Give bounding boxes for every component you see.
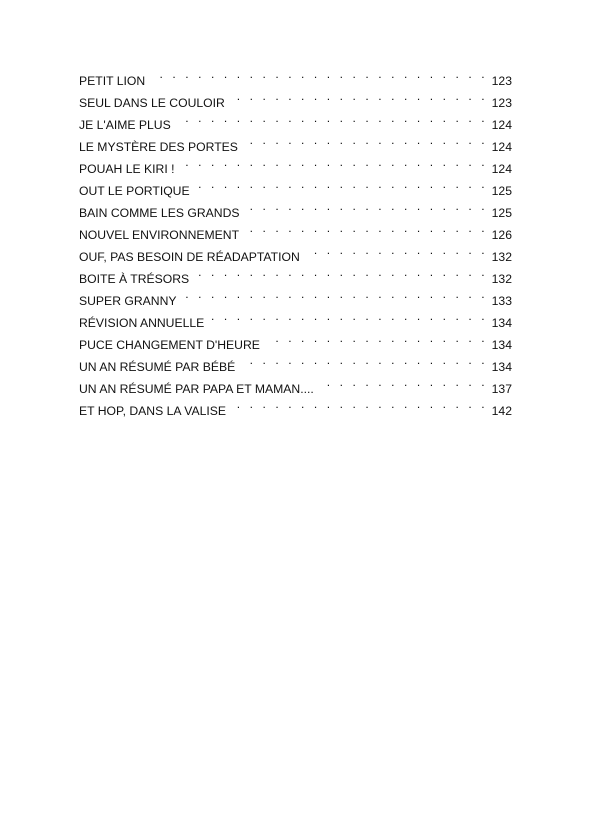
toc-entry-page: 132: [491, 272, 512, 286]
toc-entry-page: 124: [491, 140, 512, 154]
toc-dot-leader: [231, 85, 492, 107]
toc-entry-title: PETIT LION: [79, 70, 151, 92]
toc-entry-page: 126: [491, 228, 512, 242]
toc-dot-leader: [266, 327, 492, 349]
toc-entry-title: RÉVISION ANNUELLE: [79, 312, 210, 334]
toc-dot-leader: [241, 349, 491, 371]
toc-entry-title: OUT LE PORTIQUE: [79, 180, 196, 202]
toc-entry-title: BOITE À TRÉSORS: [79, 268, 195, 290]
toc-entry-title: SUPER GRANNY: [79, 290, 183, 312]
toc-entry-page: 134: [491, 338, 512, 352]
toc-entry-title: SEUL DANS LE COULOIR: [79, 92, 231, 114]
toc-entry-title: UN AN RÉSUMÉ PAR BÉBÉ: [79, 356, 241, 378]
toc-entry-title: ET HOP, DANS LA VALISE: [79, 400, 232, 422]
toc-entry-page: 133: [491, 294, 512, 308]
toc-entry-page: 125: [491, 184, 512, 198]
toc-entry-title: UN AN RÉSUMÉ PAR PAPA ET MAMAN....: [79, 378, 320, 400]
toc-entry-page: 124: [491, 118, 512, 132]
toc-entry-page: 132: [491, 250, 512, 264]
toc-dot-leader: [306, 239, 492, 261]
toc-dot-leader: [232, 393, 492, 415]
toc-dot-leader: [151, 63, 492, 85]
toc-entry-page: 125: [491, 206, 512, 220]
toc-entry-page: 124: [491, 162, 512, 176]
toc-dot-leader: [244, 129, 492, 151]
toc-entry[interactable]: [79, 63, 512, 88]
toc-dot-leader: [177, 107, 492, 129]
table-of-contents: [79, 63, 512, 418]
toc-entry-page: 134: [491, 360, 512, 374]
toc-entry-page: 123: [491, 96, 512, 110]
toc-entry-title: PUCE CHANGEMENT D'HEURE: [79, 334, 266, 356]
toc-dot-leader: [195, 261, 491, 283]
toc-dot-leader: [210, 305, 491, 327]
toc-dot-leader: [246, 195, 492, 217]
toc-dot-leader: [320, 371, 492, 393]
toc-entry-title: LE MYSTÈRE DES PORTES: [79, 136, 244, 158]
toc-dot-leader: [181, 151, 492, 173]
toc-dot-leader: [183, 283, 492, 305]
toc-entry-title: BAIN COMME LES GRANDS: [79, 202, 246, 224]
toc-entry-title: POUAH LE KIRI !: [79, 158, 181, 180]
toc-entry-title: JE L'AIME PLUS: [79, 114, 177, 136]
toc-dot-leader: [196, 173, 492, 195]
toc-entry-title: NOUVEL ENVIRONNEMENT: [79, 224, 245, 246]
toc-entry-page: 142: [491, 404, 512, 418]
toc-entry-page: 137: [491, 382, 512, 396]
toc-entry-page: 123: [491, 74, 512, 88]
toc-dot-leader: [245, 217, 492, 239]
toc-entry-title: OUF, PAS BESOIN DE RÉADAPTATION: [79, 246, 306, 268]
toc-entry-page: 134: [491, 316, 512, 330]
